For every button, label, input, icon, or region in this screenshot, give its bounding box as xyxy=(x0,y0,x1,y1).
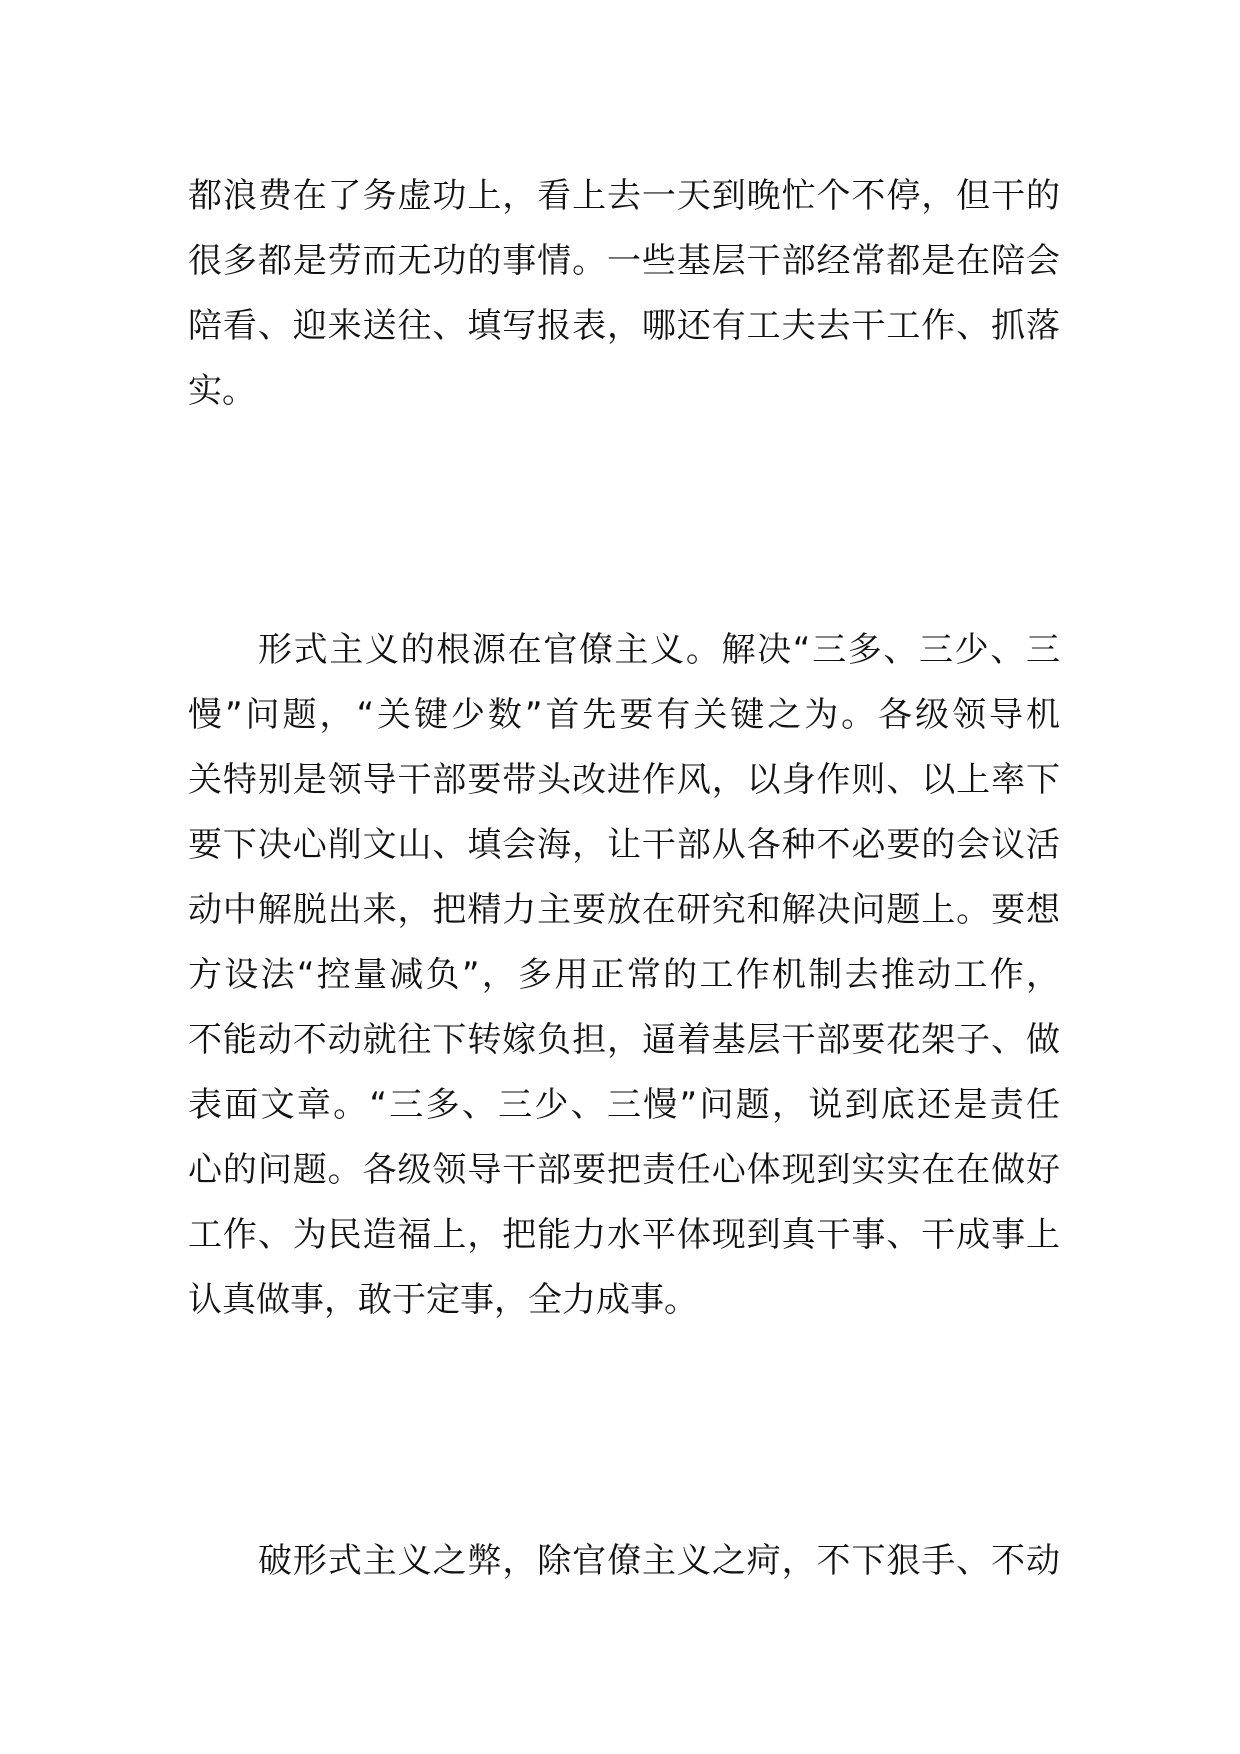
paragraph-line: 动中解脱出来，把精力主要放在研究和解决问题上。要想 xyxy=(188,890,1060,930)
paragraph-line: 实。 xyxy=(188,371,256,411)
paragraph-line: 很多都是劳而无功的事情。一些基层干部经常都是在陪会 xyxy=(188,241,1060,281)
paragraph-line: 不能动不动就往下转嫁负担，逼着基层干部要花架子、做 xyxy=(188,1020,1060,1060)
paragraph-line: 陪看、迎来送往、填写报表，哪还有工夫去干工作、抓落 xyxy=(188,306,1060,346)
paragraph-line: 要下决心削文山、填会海，让干部从各种不必要的会议活 xyxy=(188,825,1060,865)
paragraph-line: 都浪费在了务虚功上，看上去一天到晚忙个不停，但干的 xyxy=(188,176,1060,216)
paragraph-line: 心的问题。各级领导干部要把责任心体现到实实在在做好 xyxy=(188,1150,1060,1190)
paragraph-line: 认真做事，敢于定事，全力成事。 xyxy=(188,1280,698,1320)
paragraph-line: 关特别是领导干部要带头改进作风，以身作则、以上率下 xyxy=(188,760,1060,800)
paragraph-line: 破形式主义之弊，除官僚主义之疴，不下狠手、不动 xyxy=(258,1541,1060,1581)
paragraph-3 xyxy=(188,1529,1060,1594)
paragraph-line: 工作、为民造福上，把能力水平体现到真干事、干成事上 xyxy=(188,1215,1060,1255)
paragraph-2 xyxy=(188,618,1060,1333)
paragraph-line: 方设法“控量减负”，多用正常的工作机制去推动工作， xyxy=(188,955,1060,995)
paragraph-line: 慢”问题，“关键少数”首先要有关键之为。各级领导机 xyxy=(188,695,1060,735)
paragraph-line: 形式主义的根源在官僚主义。解决“三多、三少、三 xyxy=(258,630,1060,670)
paragraph-line: 表面文章。“三多、三少、三慢”问题，说到底还是责任 xyxy=(188,1085,1060,1125)
paragraph-1 xyxy=(188,164,1060,424)
